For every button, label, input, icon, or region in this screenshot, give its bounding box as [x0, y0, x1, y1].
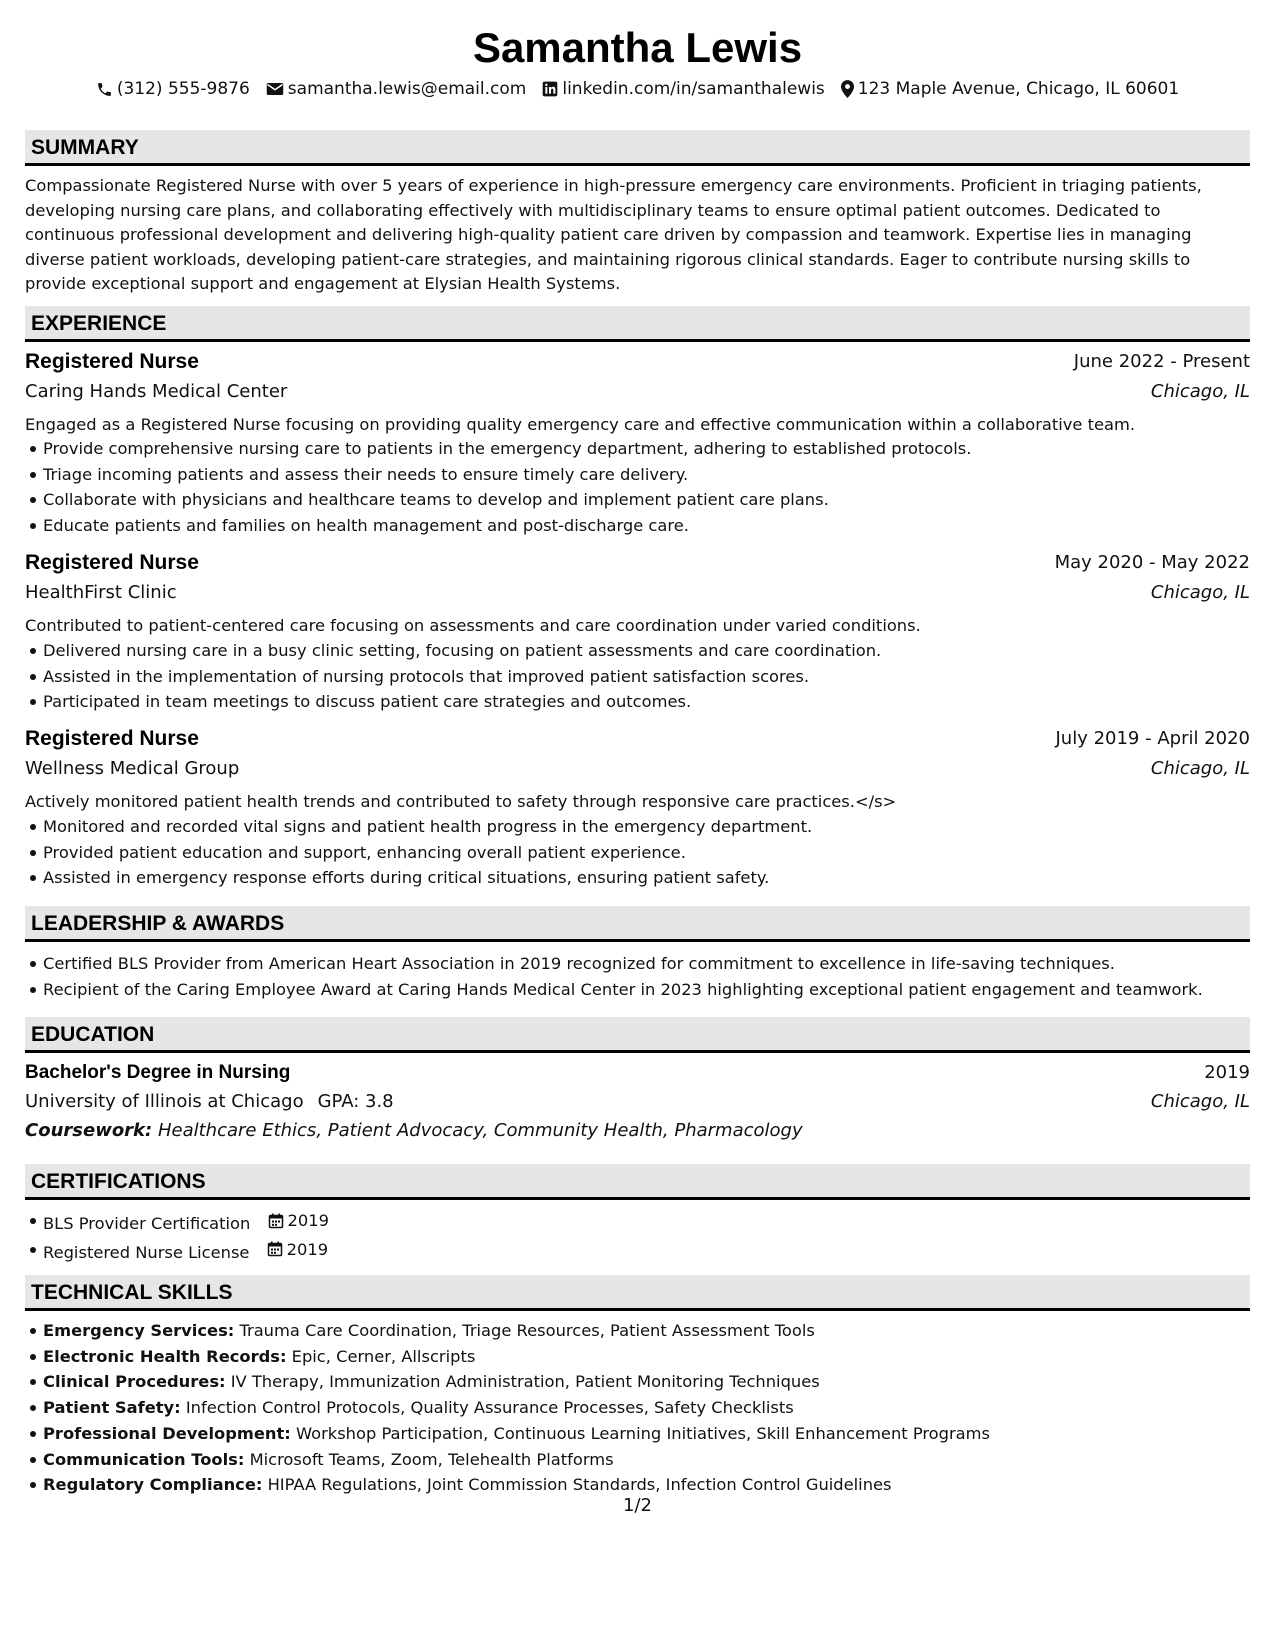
- skill-label: Electronic Health Records:: [43, 1346, 287, 1366]
- certification-name: BLS Provider Certification: [43, 1213, 251, 1233]
- skills-list: [25, 1318, 1268, 1498]
- gpa: GPA: 3.8: [317, 1091, 394, 1112]
- skill-value: HIPAA Regulations, Joint Commission Standards, Infection Control Guidelines: [267, 1475, 892, 1495]
- page-number: 1/2: [623, 1495, 652, 1516]
- job-2-bullets: [25, 638, 1268, 715]
- section-heading-leadership: LEADERSHIP & AWARDS: [25, 906, 1250, 942]
- candidate-name: Samantha Lewis: [472, 24, 803, 71]
- job-organization: HealthFirst Clinic: [25, 582, 177, 603]
- school-location: Chicago, IL: [1150, 1091, 1250, 1112]
- coursework: [25, 1117, 1250, 1145]
- skill-label: Professional Development:: [43, 1423, 291, 1443]
- job-organization: Wellness Medical Group: [25, 758, 240, 779]
- calendar-icon: [268, 1213, 284, 1229]
- school-name: University of Illinois at Chicago: [25, 1091, 304, 1112]
- list-item: [43, 1447, 1268, 1473]
- job-title: Registered Nurse: [25, 350, 199, 373]
- certification-date: [268, 1208, 329, 1234]
- contact-phone[interactable]: [96, 78, 250, 100]
- job-description: Actively monitored patient health trends and contributed to safety through responsive care practices.</s>: [25, 792, 897, 811]
- contact-address-text: 123 Maple Avenue, Chicago, IL 60601: [857, 79, 1180, 99]
- skill-value: IV Therapy, Immunization Administration, Patient Monitoring Techniques: [230, 1372, 820, 1392]
- skill-label: Patient Safety:: [43, 1398, 181, 1418]
- coursework-label: Coursework:: [25, 1120, 153, 1141]
- list-item: Triage incoming patients and assess their needs to ensure timely care delivery.: [43, 462, 1268, 488]
- list-item: [43, 1344, 1268, 1370]
- section-heading-skills: TECHNICAL SKILLS: [25, 1275, 1250, 1311]
- job-2-header: [25, 549, 1250, 577]
- list-item: [43, 1237, 1268, 1266]
- section-heading-experience: EXPERIENCE: [25, 306, 1250, 342]
- list-item: [43, 1208, 1268, 1237]
- phone-icon: [96, 81, 113, 98]
- section-heading-summary: SUMMARY: [25, 130, 1250, 166]
- resume-page: [25, 0, 1250, 1650]
- job-dates: June 2022 - Present: [1073, 351, 1250, 372]
- list-item: Certified BLS Provider from American Heart Association in 2019 recognized for commitment to excellence in life-saving techniques.: [43, 951, 1268, 977]
- summary-text: Compassionate Registered Nurse with over 5 years of experience in high-pressure emergency care environments. Proficient in triaging patients, developing nursing care plans, and collaborating effectively with multidisciplinary teams to ensure optimal patient outcomes. Dedicated to continuous professional development and delivering high-quality patient care driven by compassion and teamwork. Expertise lies in managing diverse patient workloads, developing patient-care strategies, and maintaining rigorous clinical standards. Eager to contribute nursing skills to provide exceptional support and engagement at Elysian Health Systems.: [25, 176, 1202, 293]
- education-school-row: [25, 1088, 1250, 1116]
- certification-date: [267, 1237, 328, 1263]
- leadership-list: [25, 951, 1268, 1002]
- list-item: [43, 1369, 1268, 1395]
- contact-phone-text: (312) 555-9876: [116, 79, 250, 99]
- contact-email-text: samantha.lewis@email.com: [287, 79, 527, 99]
- degree-title: Bachelor's Degree in Nursing: [25, 1062, 291, 1083]
- list-item: Educate patients and families on health management and post-discharge care.: [43, 513, 1268, 539]
- skill-value: Workshop Participation, Continuous Learning Initiatives, Skill Enhancement Programs: [295, 1423, 990, 1443]
- job-title: Registered Nurse: [25, 727, 199, 750]
- job-dates: July 2019 - April 2020: [1055, 728, 1250, 749]
- job-3-bullets: [25, 814, 1268, 891]
- list-item: Delivered nursing care in a busy clinic setting, focusing on patient assessments and care coordination.: [43, 638, 1268, 664]
- list-item: Recipient of the Caring Employee Award at Caring Hands Medical Center in 2023 highlighting exceptional patient engagement and teamwork.: [43, 977, 1268, 1003]
- job-1-header: [25, 348, 1250, 376]
- job-location: Chicago, IL: [1150, 758, 1250, 779]
- job-dates: May 2020 - May 2022: [1054, 552, 1250, 573]
- contact-bar: [25, 78, 1250, 100]
- skill-value: Microsoft Teams, Zoom, Telehealth Platforms: [249, 1449, 614, 1469]
- contact-linkedin[interactable]: [542, 78, 824, 100]
- map-pin-icon: [841, 80, 854, 98]
- skill-label: Regulatory Compliance:: [43, 1475, 263, 1495]
- skill-value: Epic, Cerner, Allscripts: [291, 1346, 476, 1366]
- contact-email[interactable]: [266, 78, 527, 100]
- education-header: [25, 1059, 1250, 1087]
- list-item: Provided patient education and support, enhancing overall patient experience.: [43, 840, 1268, 866]
- contact-linkedin-text: linkedin.com/in/samanthalewis: [562, 79, 825, 99]
- contact-address: [841, 78, 1179, 100]
- school-name-group: [25, 1088, 394, 1116]
- job-organization: Caring Hands Medical Center: [25, 381, 288, 402]
- certification-year: 2019: [286, 1239, 329, 1259]
- job-3-org-row: [25, 755, 1250, 783]
- list-item: Assisted in emergency response efforts during critical situations, ensuring patient safety.: [43, 865, 1268, 891]
- list-item: [43, 1318, 1268, 1344]
- certification-year: 2019: [287, 1211, 329, 1230]
- section-heading-education: EDUCATION: [25, 1017, 1250, 1053]
- skill-value: Trauma Care Coordination, Triage Resources, Patient Assessment Tools: [239, 1321, 815, 1340]
- skill-label: Emergency Services:: [43, 1321, 235, 1340]
- list-item: Collaborate with physicians and healthcare teams to develop and implement patient care plans.: [43, 487, 1268, 513]
- skill-label: Clinical Procedures:: [43, 1372, 226, 1392]
- certifications-list: [25, 1208, 1268, 1265]
- job-title: Registered Nurse: [25, 551, 199, 574]
- certification-name: Registered Nurse License: [43, 1242, 250, 1262]
- envelope-icon: [266, 81, 284, 97]
- list-item: Assisted in the implementation of nursing protocols that improved patient satisfaction scores.: [43, 664, 1268, 690]
- coursework-list: Healthcare Ethics, Patient Advocacy, Community Health, Pharmacology: [157, 1120, 803, 1141]
- linkedin-icon: [542, 81, 558, 97]
- job-description: Engaged as a Registered Nurse focusing on providing quality emergency care and effective communication within a collaborative team.: [25, 415, 1136, 434]
- job-location: Chicago, IL: [1150, 381, 1250, 402]
- list-item: Monitored and recorded vital signs and patient health progress in the emergency department.: [43, 814, 1268, 840]
- job-2-org-row: [25, 579, 1250, 607]
- list-item: Provide comprehensive nursing care to patients in the emergency department, adhering to established protocols.: [43, 436, 1268, 462]
- skill-value: Infection Control Protocols, Quality Assurance Processes, Safety Checklists: [185, 1398, 794, 1418]
- skill-label: Communication Tools:: [43, 1449, 245, 1469]
- list-item: Participated in team meetings to discuss patient care strategies and outcomes.: [43, 689, 1268, 715]
- list-item: [43, 1395, 1268, 1421]
- job-description: Contributed to patient-centered care focusing on assessments and care coordination under varied conditions.: [25, 616, 921, 635]
- job-1-org-row: [25, 378, 1250, 406]
- job-3-header: [25, 725, 1250, 753]
- list-item: [43, 1421, 1268, 1447]
- graduation-year: 2019: [1204, 1062, 1250, 1083]
- section-heading-certifications: CERTIFICATIONS: [25, 1164, 1250, 1200]
- calendar-icon: [267, 1241, 283, 1257]
- job-location: Chicago, IL: [1150, 582, 1250, 603]
- job-1-bullets: [25, 436, 1268, 539]
